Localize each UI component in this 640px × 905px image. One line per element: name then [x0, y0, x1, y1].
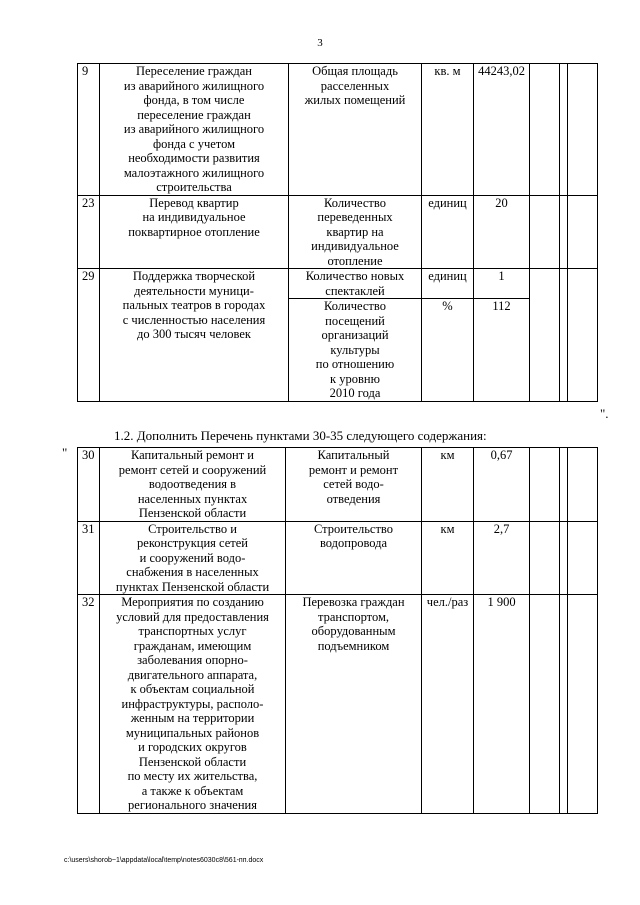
empty-cell: [568, 521, 598, 595]
indicator-name: Количество новых спектаклей: [289, 269, 422, 299]
instruction-text: 1.2. Дополнить Перечень пунктами 30-35 следующего содержания:: [114, 428, 487, 443]
empty-cell: [560, 521, 568, 595]
measure-name: Строительство и реконструкция сетей и сооружений водо- снабжения в населенных пунктах Пензенской области: [100, 521, 286, 595]
empty-cell: [530, 64, 560, 196]
indicator-name: Количество посещений организаций культуры по отношению к уровню 2010 года: [289, 299, 422, 402]
empty-cell: [530, 269, 560, 402]
row-number: 23: [78, 195, 100, 269]
empty-cell: [560, 64, 568, 196]
unit: кв. м: [422, 64, 474, 196]
indicator-name: Капитальный ремонт и ремонт сетей водо- отведения: [286, 448, 422, 522]
value: 44243,02: [474, 64, 530, 196]
measures-table-additions: [77, 447, 598, 814]
table-row: [78, 521, 598, 595]
unit: единиц: [422, 195, 474, 269]
empty-cell: [530, 521, 560, 595]
empty-cell: [568, 195, 598, 269]
table-row: [78, 269, 598, 299]
unit: км: [422, 448, 474, 522]
unit: чел./раз: [422, 595, 474, 814]
measure-name: Переселение граждан из аварийного жилищного фонда, в том числе переселение граждан из аварийного жилищного фонда с учетом необходимости развития малоэтажного жилищного строительства: [100, 64, 289, 196]
value: 1 900: [474, 595, 530, 814]
empty-cell: [530, 448, 560, 522]
indicator-name: Общая площадь расселенных жилых помещений: [289, 64, 422, 196]
row-number: 31: [78, 521, 100, 595]
table-row: [78, 595, 598, 814]
measure-name: Капитальный ремонт и ремонт сетей и сооружений водоотведения в населенных пунктах Пензенской области: [100, 448, 286, 522]
unit: единиц: [422, 269, 474, 299]
empty-cell: [530, 195, 560, 269]
table-row: [78, 448, 598, 522]
table-row: [78, 64, 598, 196]
row-number: 9: [78, 64, 100, 196]
empty-cell: [568, 64, 598, 196]
empty-cell: [568, 595, 598, 814]
page-number: 3: [317, 37, 323, 49]
empty-cell: [530, 595, 560, 814]
empty-cell: [568, 448, 598, 522]
row-number: 32: [78, 595, 100, 814]
indicator-name: Количество переведенных квартир на индивидуальное отопление: [289, 195, 422, 269]
empty-cell: [568, 269, 598, 402]
empty-cell: [560, 195, 568, 269]
closing-quote: ".: [600, 406, 609, 421]
empty-cell: [560, 448, 568, 522]
value: 1: [474, 269, 530, 299]
unit: %: [422, 299, 474, 402]
footer-file-path: c:\users\shorob~1\appdata\local\temp\notes6030c8\561-пп.docx: [64, 857, 264, 864]
empty-cell: [560, 269, 568, 402]
measure-name: Мероприятия по созданию условий для предоставления транспортных услуг гражданам, имеющим заболевания опорно- двигательного аппарата, к объектам социальной инфраструктуры, располо- женным на территории муниципальных районов и городских округов Пензенской области по месту их жительства, а также к объектам регионального значения: [100, 595, 286, 814]
value: 0,67: [474, 448, 530, 522]
indicator-name: Строительство водопровода: [286, 521, 422, 595]
indicator-name: Перевозка граждан транспортом, оборудованным подъемником: [286, 595, 422, 814]
row-number: 29: [78, 269, 100, 402]
unit: км: [422, 521, 474, 595]
measure-name: Поддержка творческой деятельности муници- пальных театров в городах с численностью населения до 300 тысяч человек: [100, 269, 289, 402]
measures-table-continued: [77, 63, 598, 402]
table-row: [78, 195, 598, 269]
row-number: 30: [78, 448, 100, 522]
value: 2,7: [474, 521, 530, 595]
empty-cell: [560, 595, 568, 814]
value: 112: [474, 299, 530, 402]
opening-quote: ": [62, 445, 68, 460]
value: 20: [474, 195, 530, 269]
measure-name: Перевод квартир на индивидуальное поквартирное отопление: [100, 195, 289, 269]
